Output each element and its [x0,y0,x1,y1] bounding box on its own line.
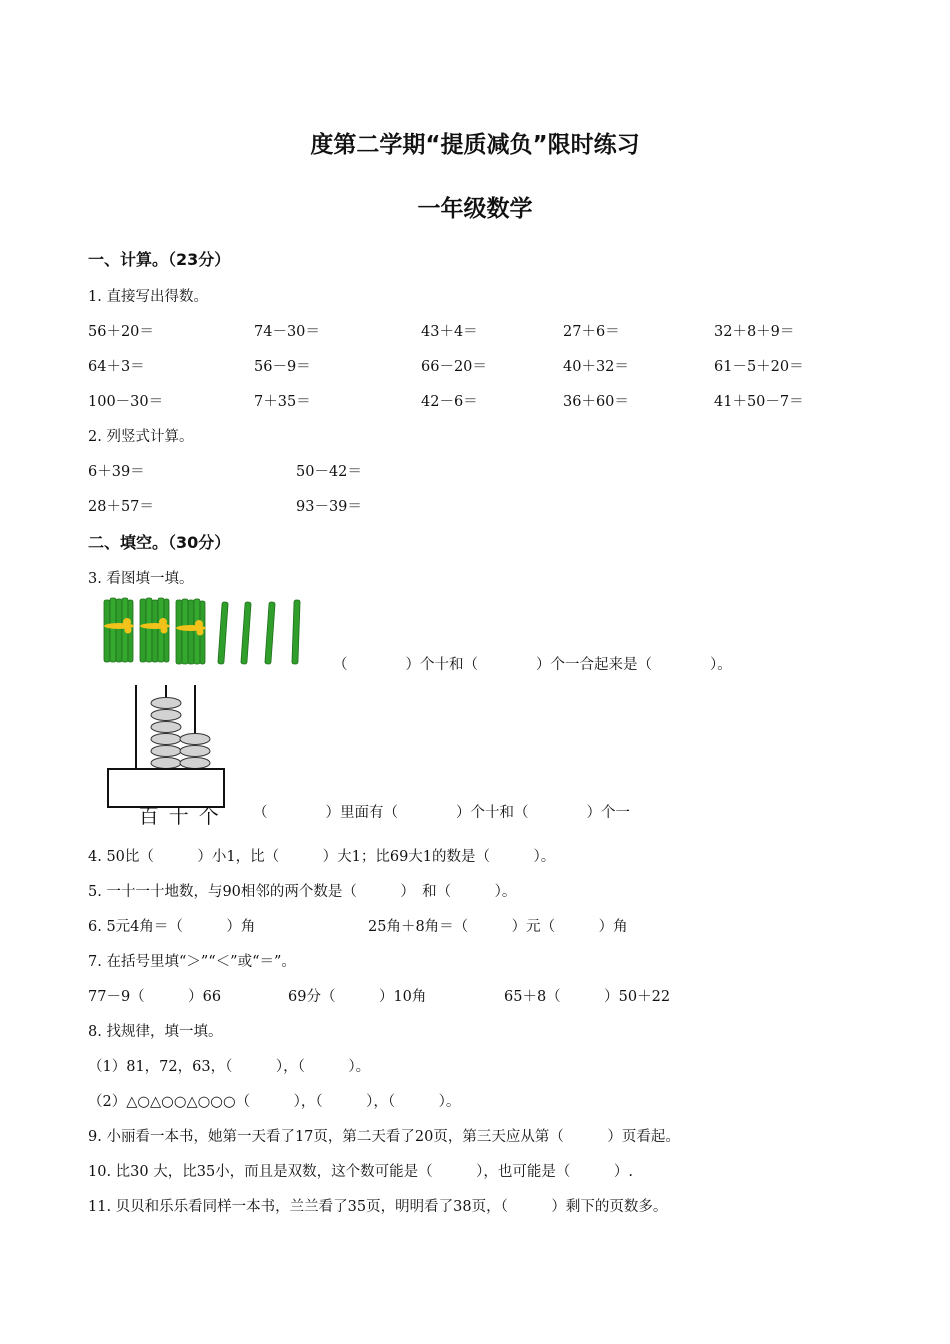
q1-expression: 56－9＝ [254,359,311,375]
q9: 9. 小丽看一本书，她第一天看了17页，第二天看了20页，第三天应从第（ ）页看起。 [88,1129,680,1145]
q11: 11. 贝贝和乐乐看同样一本书，兰兰看了35页，明明看了38页，（ ）剩下的页数多。 [88,1199,668,1215]
q3-label: 3. 看图填一填。 [88,571,194,587]
q6a: 6. 5元4角＝（ ）角 [88,919,256,935]
q8: 8. 找规律，填一填。 [88,1024,223,1040]
q1-expression: 7＋35＝ [254,394,311,410]
q2-label: 2. 列竖式计算。 [88,429,194,445]
q1-expression: 42－6＝ [421,394,478,410]
q8-1: （1）81，72，63，（ ），（ ）。 [88,1059,371,1075]
q1-expression: 64＋3＝ [88,359,145,375]
sticks-bundle-image [100,596,315,668]
q1-expression: 32＋8＋9＝ [714,324,795,340]
q1-expression: 66－20＝ [421,359,487,375]
q7-item-1: 77－9（ ）66 [88,989,222,1005]
q10: 10. 比30 大，比35小，而且是双数，这个数可能是（ ），也可能是（ ）. [88,1164,634,1180]
abacus-label-hundreds: 百 [138,804,159,828]
abacus-label-tens: 十 [168,804,189,828]
q3-line2: （ ）里面有（ ）个十和（ ）个一 [253,805,630,821]
q1-expression: 40＋32＝ [563,359,629,375]
q5: 5. 一十一十地数，与90相邻的两个数是（ ） 和（ ）。 [88,884,517,900]
q7-item-2: 69分（ ）10角 [288,989,427,1005]
page-subtitle: 一年级数学 [417,196,533,222]
abacus-labels [126,776,219,829]
q7: 7. 在括号里填“＞”“＜”或“＝”。 [88,954,296,970]
q1-expression: 74－30＝ [254,324,320,340]
tens-beads [151,698,181,769]
q2-expression: 28＋57＝ [88,499,154,515]
stick-bundle-2 [140,598,170,662]
q2-expression: 93－39＝ [296,499,362,515]
q1-expression: 36＋60＝ [563,394,629,410]
q8-2: （2）△○△○○△○○○（ ），（ ），（ ）。 [88,1094,461,1110]
section-1-heading: 一、计算。（23分） [88,250,231,269]
abacus-label-ones: 个 [198,804,219,828]
page-title: 度第二学期“提质减负”限时练习 [310,132,640,158]
q1-expression: 41＋50－7＝ [714,394,804,410]
q1-expression: 61－5＋20＝ [714,359,804,375]
q4: 4. 50比（ ）小1，比（ ）大1；比69大1的数是（ ）。 [88,849,556,865]
q1-expression: 27＋6＝ [563,324,620,340]
q2-expression: 6＋39＝ [88,464,145,480]
q7-item-3: 65＋8（ ）50＋22 [504,989,671,1005]
q2-expression: 50－42＝ [296,464,362,480]
q1-expression: 56＋20＝ [88,324,154,340]
section-2-heading: 二、填空。（30分） [88,533,231,552]
ones-beads [180,734,210,769]
q1-label: 1. 直接写出得数。 [88,289,208,305]
q1-expression: 100－30＝ [88,394,164,410]
q6b: 25角＋8角＝（ ）元（ ）角 [368,919,628,935]
q3-line1: （ ）个十和（ ）个一合起来是（ ）。 [333,657,732,673]
stick-bundle-1 [104,598,134,662]
q1-expression: 43＋4＝ [421,324,478,340]
single-sticks [218,600,300,664]
stick-bundle-3 [176,599,206,664]
